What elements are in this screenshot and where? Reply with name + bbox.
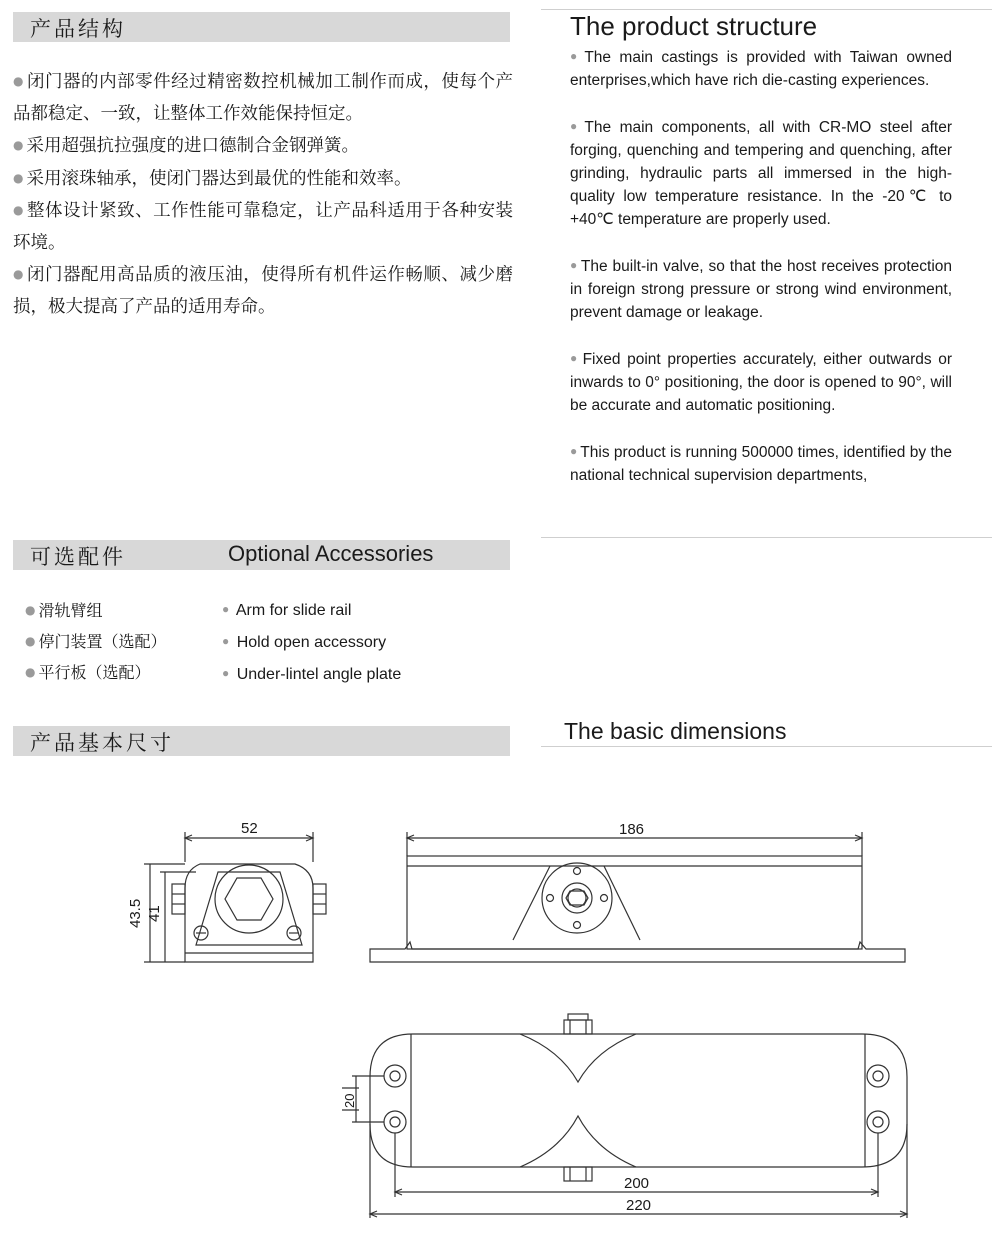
structure-cn-title: 产品结构 (30, 17, 126, 41)
list-item: ● 整体设计紧致、工作性能可靠稳定，让产品科适用于各种安装环境。 (13, 201, 513, 253)
list-item: ● 平行板（选配） (25, 663, 151, 682)
structure-en-title: The product structure (570, 11, 818, 41)
dimensions-cn-title: 产品基本尺寸 (30, 731, 174, 755)
list-item: ● 闭门器的内部零件经过精密数控机械加工制作而成，使每个产品都稳定、一致，让整体工作效能保持恒定。 (13, 72, 513, 124)
list-item: ● Hold open accessory (222, 634, 387, 651)
list-item: ● The built-in valve, so that the host receives protection in foreign strong pressure or strong wind environment, prevent damage or leakage. (570, 258, 952, 321)
bullet-icon: ● (25, 665, 36, 679)
bullet-icon: ● (222, 634, 230, 648)
list-item: ● 采用超强抗拉强度的进口德制合金钢弹簧。 (13, 136, 359, 156)
accessories-en-title: Optional Accessories (228, 541, 434, 566)
list-item: ● 滑轨臂组 (25, 601, 103, 620)
dim-label-20: 20 (342, 1093, 357, 1108)
list-item: ● 闭门器配用高品质的液压油，使得所有机件运作畅顺、减少磨损，极大提高了产品的适用寿命。 (13, 265, 513, 317)
dim-label-220: 220 (626, 1197, 652, 1214)
list-item: ● The main castings is provided with Taiwan owned enterprises,which have rich die-casting experiences. (570, 49, 953, 89)
list-item: ● 采用滚珠轴承，使闭门器达到最优的性能和效率。 (13, 168, 412, 189)
bullet-icon: ● (13, 203, 24, 217)
list-item: ● Fixed point properties accurately, either outwards or inwards to 0° positioning, the door is opened to 90°, will be accurate and automatic positioning. (570, 351, 953, 414)
end-view-drawing (144, 832, 326, 962)
bullet-icon: ● (13, 170, 24, 185)
front-view-drawing (370, 832, 905, 962)
bullet-icon: ● (570, 258, 578, 272)
bullet-icon: ● (25, 603, 36, 617)
dim-label-52: 52 (241, 820, 258, 837)
list-item: ● Arm for slide rail (222, 602, 352, 619)
accessories-cn-title: 可选配件 (30, 545, 126, 569)
dimensions-en-title: The basic dimensions (564, 718, 787, 744)
bullet-icon: ● (13, 74, 24, 88)
list-item: ● 停门装置（选配） (25, 632, 167, 651)
bullet-icon: ● (13, 138, 24, 152)
bullet-icon: ● (222, 602, 230, 616)
bullet-icon: ● (570, 49, 582, 63)
dim-label-43-5: 43.5 (127, 898, 144, 928)
bullet-icon: ● (25, 634, 36, 648)
list-item: ● The main components, all with CR-MO steel after forging, quenching and tempering and quenching, after grinding, hydraulic parts all immersed in the high-quality low temperature resistance. In the -20℃ to +40℃ temperature are properly used. (570, 119, 952, 228)
dim-label-41: 41 (146, 905, 163, 922)
bullet-icon: ● (570, 119, 582, 133)
bullet-icon: ● (222, 666, 230, 680)
bullet-icon: ● (13, 267, 24, 281)
list-item: ● Under-lintel angle plate (222, 666, 402, 683)
dim-label-200: 200 (624, 1175, 650, 1192)
bullet-icon: ● (570, 351, 580, 365)
dim-label-186: 186 (619, 821, 645, 838)
list-item: ● This product is running 500000 times, identified by the national technical supervision departments, (570, 444, 953, 484)
bullet-icon: ● (570, 444, 578, 458)
